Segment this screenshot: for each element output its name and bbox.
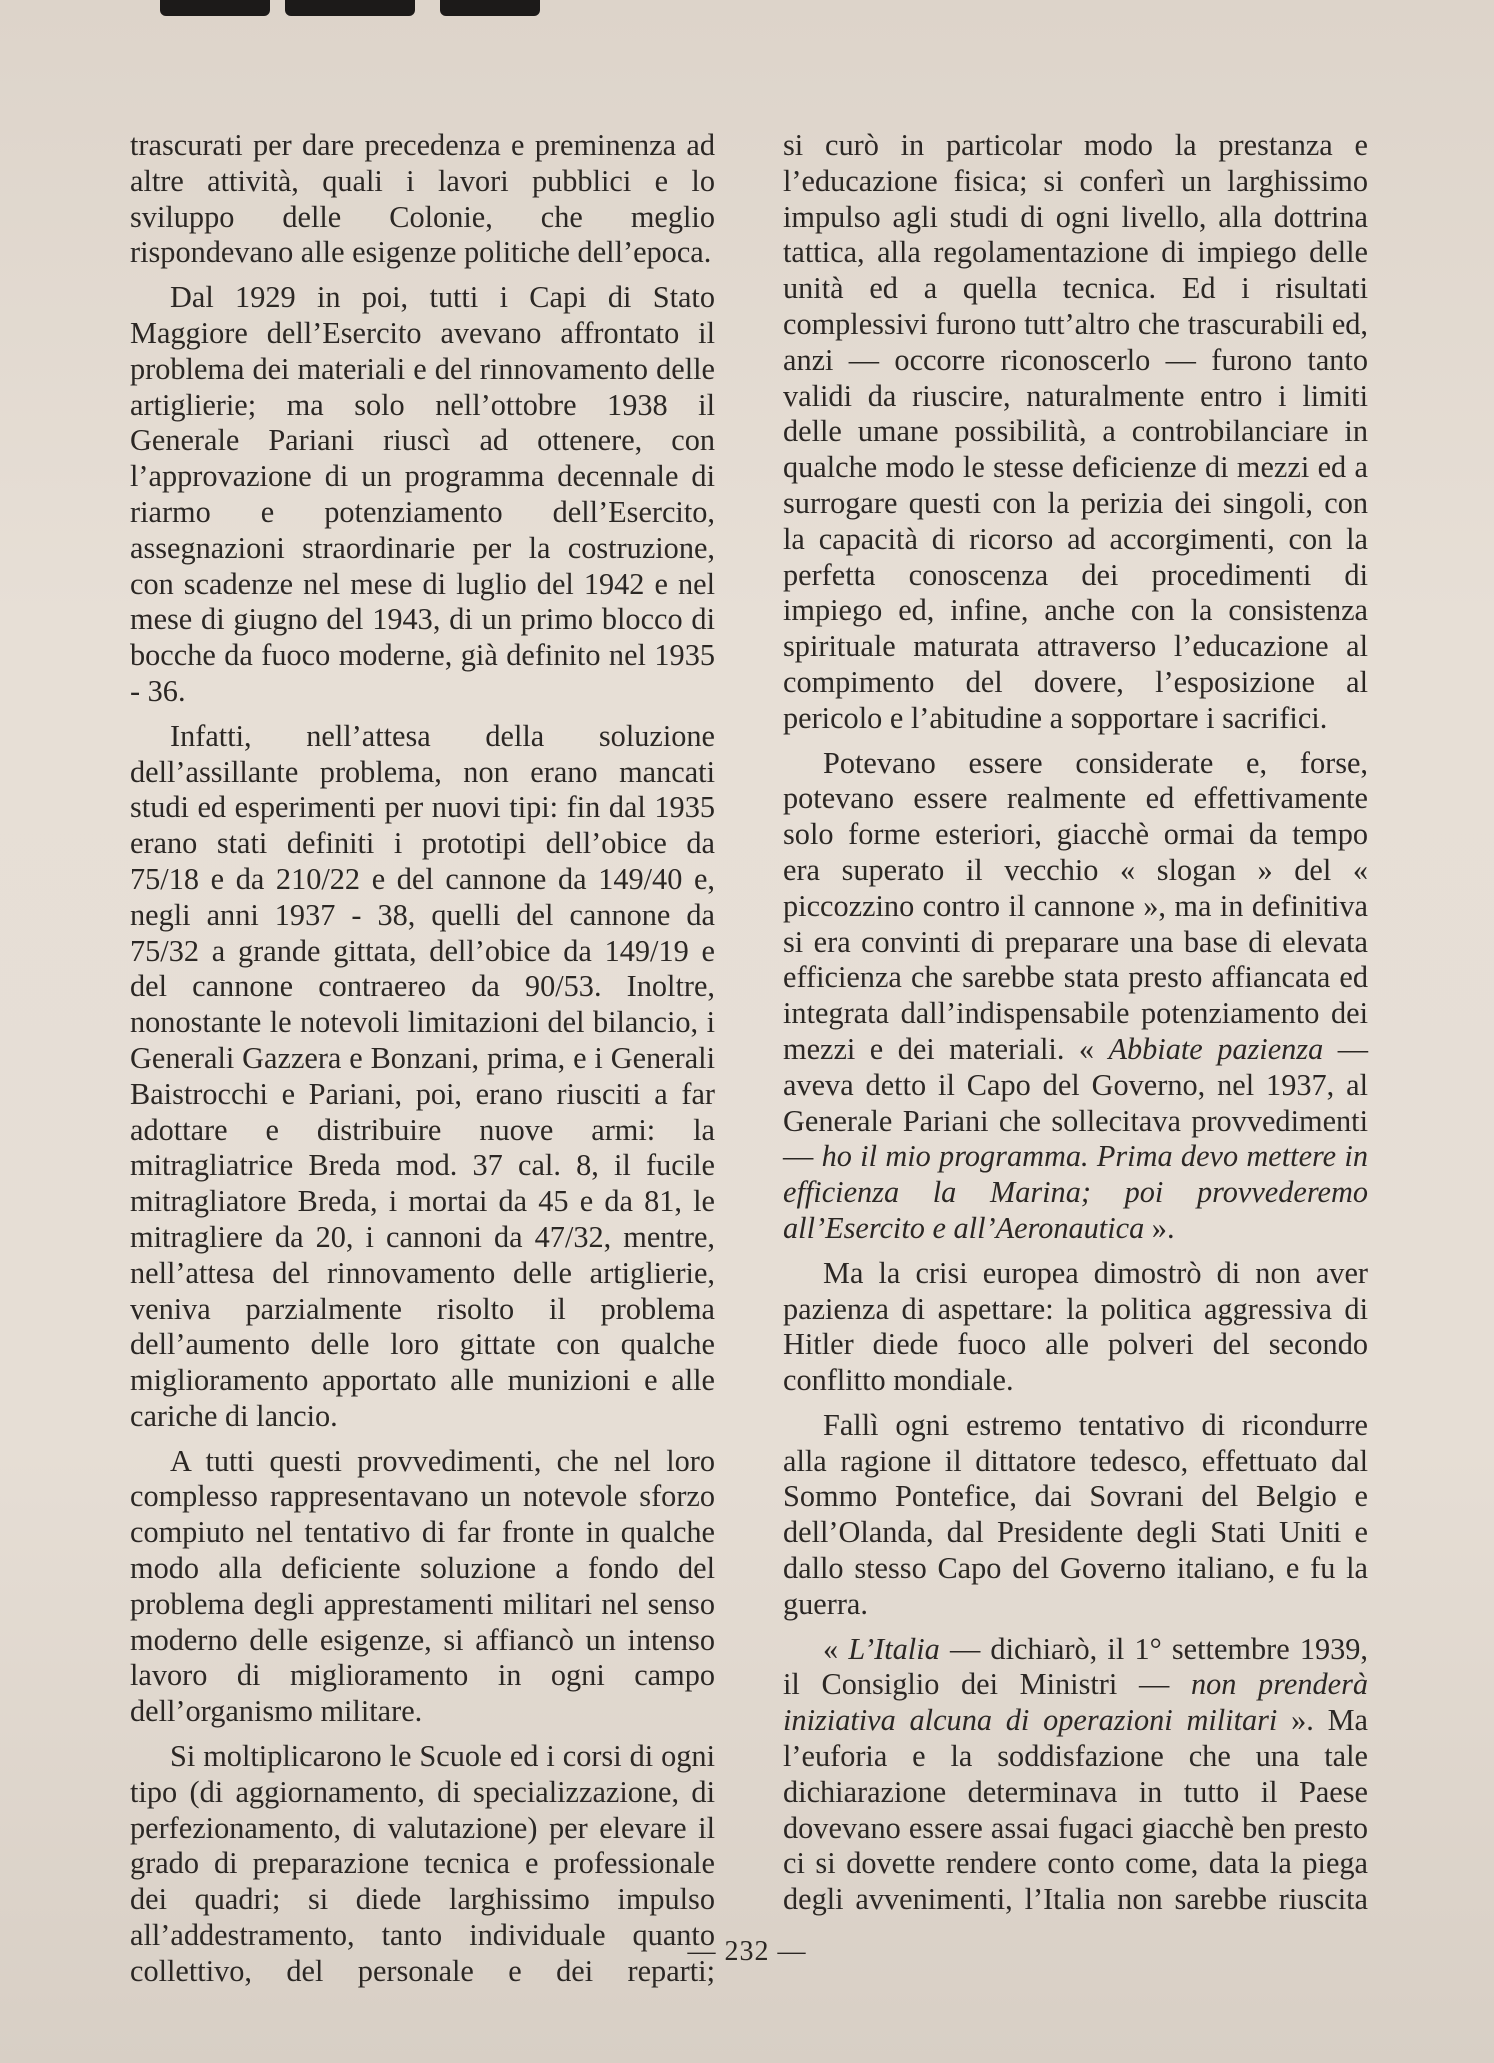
quote-italic: L’Italia	[848, 1631, 940, 1666]
paragraph: trascurati per dare precedenza e preminenza ad altre attività, quali i lavori pubblici e lo sviluppo delle Colonie, che meglio rispondevano alle esigenze politiche dell’epoca.	[130, 128, 715, 270]
paragraph-text: «	[823, 1631, 849, 1666]
paragraph: si curò in particolar modo la prestanza e l’educazione fisica; si conferì un larghissimo impulso agli studi di ogni livello, alla dottrina tattica, alla regolamentazione di impiego delle unità ed a quella tecnica. Ed i risultati complessivi furono tutt’altro che trascurabili ed, anzi — occorre riconoscerlo — furono tanto validi da riuscire, naturalmente entro i limiti delle umane possibilità, a controbilanciare in qualche modo le stesse deficienze di mezzi ed a surrogare questi con la perizia dei singoli, con la capacità di ricorso ad accorgimenti, con la perfetta conoscenza dei procedimenti di impiego ed, infine, anche con la consistenza spirituale maturata attraverso l’educazione al compimento del dovere, l’esposizione al pericolo e l’abitudine a sopportare i sacrifici.	[783, 128, 1368, 735]
paragraph: Dal 1929 in poi, tutti i Capi di Stato Maggiore dell’Esercito avevano affrontato il problema dei materiali e del rinnovamento delle artiglierie; ma solo nell’ottobre 1938 il Generale Pariani riuscì ad ottenere, con l’approvazione di un programma decennale di riarmo e potenziamento dell’Esercito, assegnazioni straordinarie per la costruzione, con scadenze nel mese di luglio del 1942 e nel mese di giugno del 1943, di un primo blocco di bocche da fuoco moderne, già definito nel 1935 - 36.	[130, 280, 715, 708]
right-column	[783, 128, 1368, 1927]
quote-italic: non prenderà iniziativa alcuna di operazioni militari	[783, 1667, 1369, 1738]
paragraph	[783, 1632, 1368, 1918]
paragraph: Ma la crisi europea dimostrò di non aver pazienza di aspettare: la politica aggressiva di Hitler diede fuoco alle polveri del secondo conflitto mondiale.	[783, 1255, 1368, 1398]
page-tab-marker	[440, 0, 540, 16]
page-tab-marker	[285, 0, 415, 16]
paragraph-text: ».	[1144, 1210, 1175, 1245]
paragraph-text: — aveva detto il Capo del Governo, nel 1937, al Generale Pariani che sollecitava provvedimenti —	[783, 1031, 1369, 1174]
paragraph: A tutti questi provvedimenti, che nel loro complesso rappresentavano un notevole sforzo compiuto nel tentativo di far fronte in qualche modo alla deficiente soluzione a fondo del problema degli apprestamenti militari nel senso moderno delle esigenze, si affiancò un intenso lavoro di miglioramento in ogni campo dell’organismo militare.	[130, 1443, 715, 1729]
paragraph-text: — dichiarò, il 1° settembre 1939, il Consiglio dei Ministri —	[783, 1631, 1368, 1702]
paragraph: Infatti, nell’attesa della soluzione dell’assillante problema, non erano mancati studi ed esperimenti per nuovi tipi: fin dal 1935 erano stati definiti i prototipi dell’obice da 75/18 e da 210/22 e del cannone da 149/40 e, negli anni 1937 - 38, quelli del cannone da 75/32 a grande gittata, dell’obice da 149/19 e del cannone contraereo da 90/53. Inoltre, nonostante le notevoli limitazioni del bilancio, i Generali Gazzera e Bonzani, prima, e i Generali Baistrocchi e Pariani, poi, erano riusciti a far adottare e distribuire nuove armi: la mitragliatrice Breda mod. 37 cal. 8, il fucile mitragliatore Breda, i mortai da 45 e da 81, le mitragliere da 20, i cannoni da 47/32, mentre, nell’attesa del rinnovamento delle artiglierie, veniva parzialmente risolto il problema dell’aumento delle loro gittate con qualche miglioramento apportato alle munizioni e alle cariche di lancio.	[130, 718, 715, 1433]
paragraph: Fallì ogni estremo tentativo di ricondurre alla ragione il dittatore tedesco, effettuato dal Sommo Pontefice, dai Sovrani del Belgio e dell’Olanda, dal Presidente degli Stati Uniti e dallo stesso Capo del Governo italiano, e fu la guerra.	[783, 1407, 1368, 1621]
quote-italic: ho il mio programma. Prima devo mettere in efficienza la Marina; poi provvederemo all’Esercito e all’Aeronautica	[783, 1139, 1368, 1245]
left-column	[130, 128, 715, 1999]
paragraph	[783, 746, 1368, 1247]
page-tab-marker	[160, 0, 270, 16]
paragraph-text: Potevano essere considerate e, forse, potevano essere realmente ed effettivamente solo forme esteriori, giacchè ormai da tempo era superato il vecchio « slogan » del « piccozzino contro il cannone », ma in definitiva si era convinti di preparare una base di elevata efficienza che sarebbe stata presto affiancata ed integrata dall’indispensabile potenziamento dei mezzi e dei materiali. «	[783, 745, 1368, 1066]
paragraph: Si moltiplicarono le Scuole ed i corsi di ogni tipo (di aggiornamento, di specializzazione, di perfezionamento, di valutazione) per elevare il grado di preparazione tecnica e professionale dei quadri; si diede larghissimo impulso all’addestramento, tanto individuale quanto collettivo, del personale e dei reparti;	[130, 1739, 715, 1988]
page-number: — 232 —	[687, 1936, 807, 1967]
paragraph-text: ». Ma l’euforia e la soddisfazione che una tale dichiarazione determinava in tutto il Paese dovevano essere assai fugaci giacchè ben presto ci si dovette rendere conto come, data la piega degli avvenimenti, l’Italia non sarebbe riuscita	[783, 1703, 1368, 1917]
quote-italic: Abbiate pazienza	[1108, 1031, 1324, 1066]
